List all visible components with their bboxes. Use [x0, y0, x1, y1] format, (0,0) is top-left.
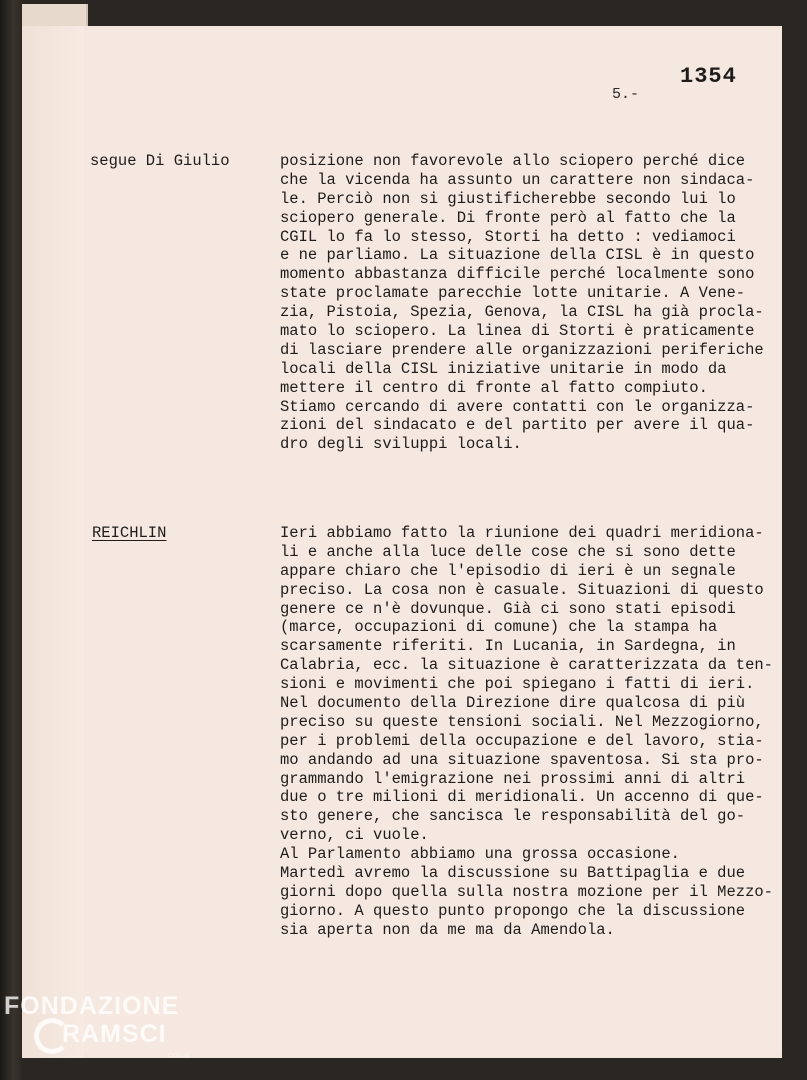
text-line: sioni e movimenti che poi spiegano i fatti di ieri. — [280, 675, 755, 694]
text-line: che la vicenda ha assunto un carattere non sindaca- — [280, 170, 755, 189]
gramsci-g-logo-icon — [34, 1018, 70, 1054]
speech-block-reichlin — [280, 524, 790, 940]
text-line: e ne parliamo. La situazione della CISL è in questo — [280, 246, 755, 265]
text-line: momento abbastanza difficile perché localmente sono — [280, 265, 755, 284]
text-line: Martedì avremo la discussione su Battipaglia e due — [280, 864, 746, 883]
text-line: li e anche alla luce delle cose che si sono dette — [280, 542, 736, 561]
text-line: locali della CISL iniziative unitarie in modo da — [280, 359, 727, 378]
text-line: zia, Pistoia, Spezia, Genova, la CISL ha già procla- — [280, 303, 764, 322]
text-line: mettere il centro di fronte al fatto compiuto. — [280, 378, 708, 397]
text-line: giorni dopo quella sulla nostra mozione per il Mezzo- — [280, 882, 773, 901]
text-line: per i problemi della occupazione e del lavoro, stia- — [280, 731, 764, 750]
text-line: Calabria, ecc. la situazione è caratterizzata da ten- — [280, 656, 773, 675]
text-line: scarsamente riferiti. In Lucania, in Sardegna, in — [280, 637, 736, 656]
text-line: Ieri abbiamo fatto la riunione dei quadri meridiona- — [280, 524, 764, 542]
text-line: Stiamo cercando di avere contatti con le organizza- — [280, 397, 755, 416]
text-line: sto genere, che sancisca le responsabilità del go- — [280, 807, 746, 826]
speaker-label-di-giulio: segue Di Giulio — [90, 152, 230, 170]
text-line: appare chiaro che l'episodio di ieri è un segnale — [280, 561, 736, 580]
underlying-sheet-edge — [22, 4, 88, 26]
text-line: due o tre milioni di meridionali. Un accenno di que- — [280, 788, 764, 807]
text-line: zioni del sindacato e del partito per avere il qua- — [280, 416, 755, 435]
text-line: dro degli sviluppi locali. — [280, 435, 522, 454]
text-line: sia aperta non da me ma da Amendola. — [280, 920, 615, 939]
text-line: mo andando ad una situazione spaventosa. Si sta pro- — [280, 750, 764, 769]
text-line: Nel documento della Direzione dire qualcosa di più — [280, 694, 746, 713]
text-line: genere ce n'è dovunque. Già ci sono stati episodi — [280, 599, 736, 618]
text-line: (marce, occupazioni di comune) che la stampa ha — [280, 618, 718, 637]
watermark-sub: onlus — [168, 1050, 190, 1060]
text-line: le. Perciò non si giustificherebbe secondo lui lo — [280, 189, 736, 208]
text-line: grammando l'emigrazione nei prossimi anni di altri — [280, 769, 746, 788]
page-margin-shade — [22, 26, 84, 1058]
text-line: mato lo sciopero. La linea di Storti è praticamente — [280, 322, 755, 341]
watermark-line2-wrap — [4, 1020, 204, 1048]
text-line: preciso. La cosa non è casuale. Situazioni di questo — [280, 580, 764, 599]
speaker-label-reichlin: REICHLIN — [92, 524, 167, 542]
fondazione-gramsci-watermark — [4, 992, 204, 1072]
text-line: giorno. A questo punto propongo che la discussione — [280, 901, 746, 920]
text-line: di lasciare prendere alle organizzazioni periferiche — [280, 340, 764, 359]
archive-page-number: 1354 — [680, 64, 737, 89]
speech-block-di-giulio — [280, 152, 790, 454]
text-line: sciopero generale. Di fronte però al fatto che la — [280, 208, 736, 227]
text-line: state proclamate parecchie lotte unitarie. A Vene- — [280, 284, 746, 303]
text-line: preciso su queste tensioni sociali. Nel Mezzogiorno, — [280, 712, 764, 731]
text-line: Al Parlamento abbiamo una grossa occasione. — [280, 845, 680, 864]
text-line: posizione non favorevole allo sciopero perché dice — [280, 152, 746, 170]
binder-spine — [0, 0, 22, 1080]
text-line: verno, ci vuole. — [280, 826, 429, 845]
page-sequence-number: 5.- — [612, 86, 640, 103]
watermark-line1: FONDAZIONE — [4, 992, 180, 1020]
watermark-line2: RAMSCI — [62, 1020, 167, 1048]
text-line: CGIL lo fa lo stesso, Storti ha detto : vediamoci — [280, 227, 736, 246]
